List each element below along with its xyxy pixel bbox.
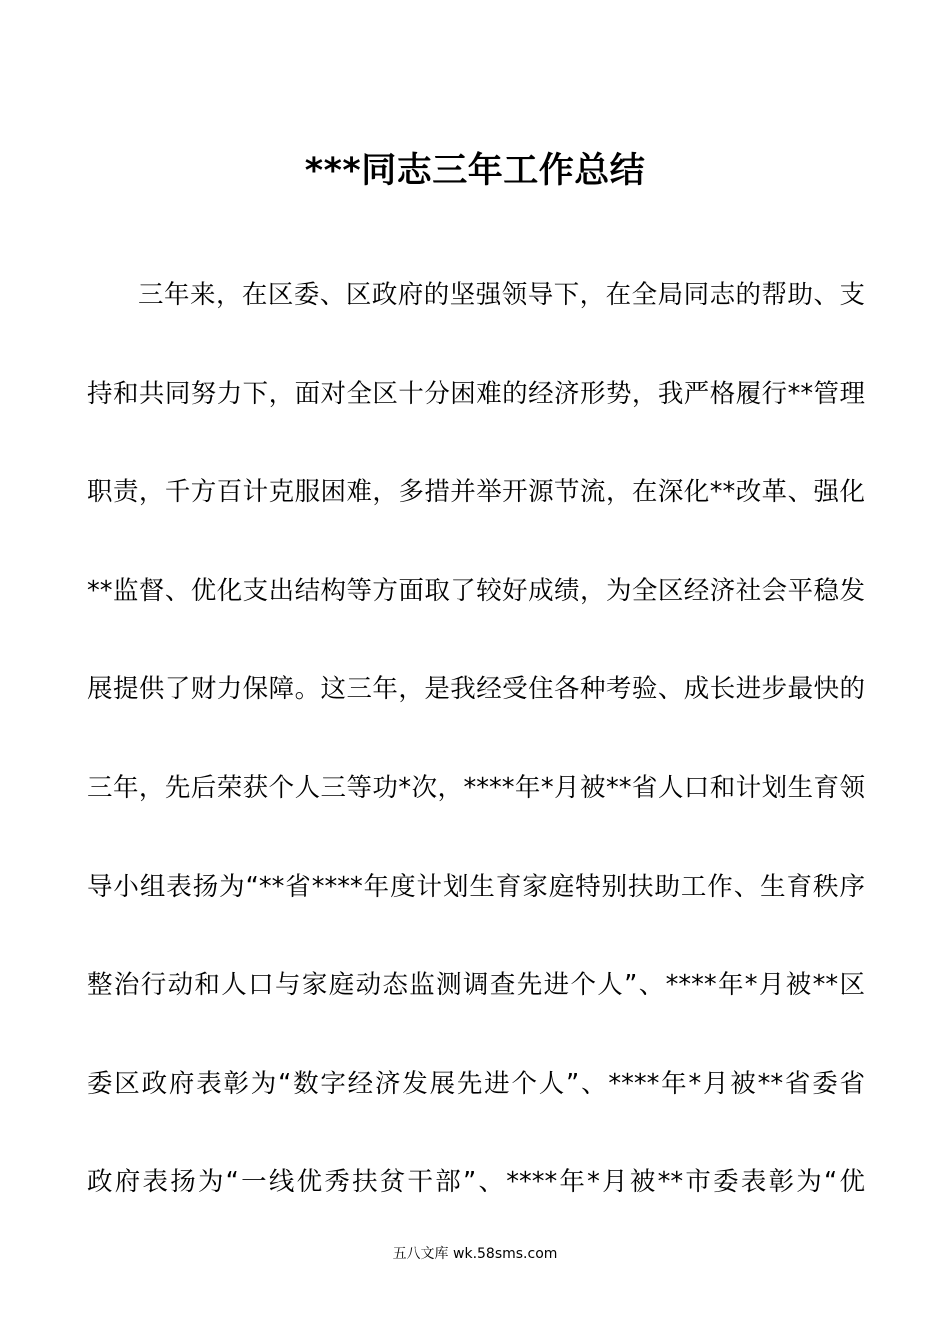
paragraph-line: 政府表扬为“一线优秀扶贫干部”、****年*月被**市委表彰为“优	[87, 1167, 865, 1198]
paragraph-line: 委区政府表彰为“数字经济发展先进个人”、****年*月被**省委省	[87, 1068, 865, 1099]
body-paragraph	[87, 270, 865, 1256]
paragraph-line: 整治行动和人口与家庭动态监测调查先进个人”、****年*月被**区	[87, 970, 865, 1001]
paragraph-line: 展提供了财力保障。这三年，是我经受住各种考验、成长进步最快的	[87, 674, 865, 705]
paragraph-line: 持和共同努力下，面对全区十分困难的经济形势，我严格履行**管理	[87, 378, 865, 409]
paragraph-line: 三年来，在区委、区政府的坚强领导下，在全局同志的帮助、支	[138, 280, 865, 310]
document-title: ***同志三年工作总结	[304, 151, 646, 191]
paragraph-line: **监督、优化支出结构等方面取了较好成绩，为全区经济社会平稳发	[87, 575, 865, 606]
paragraph-line: 三年，先后荣获个人三等功*次，****年*月被**省人口和计划生育领	[87, 772, 865, 803]
footer-watermark: 五八文库 wk.58sms.com	[392, 1246, 558, 1262]
paragraph-line: 职责，千方百计克服困难，多措并举开源节流，在深化**改革、强化	[87, 477, 865, 508]
paragraph-line: 导小组表扬为“**省****年度计划生育家庭特别扶助工作、生育秩序	[87, 871, 865, 902]
